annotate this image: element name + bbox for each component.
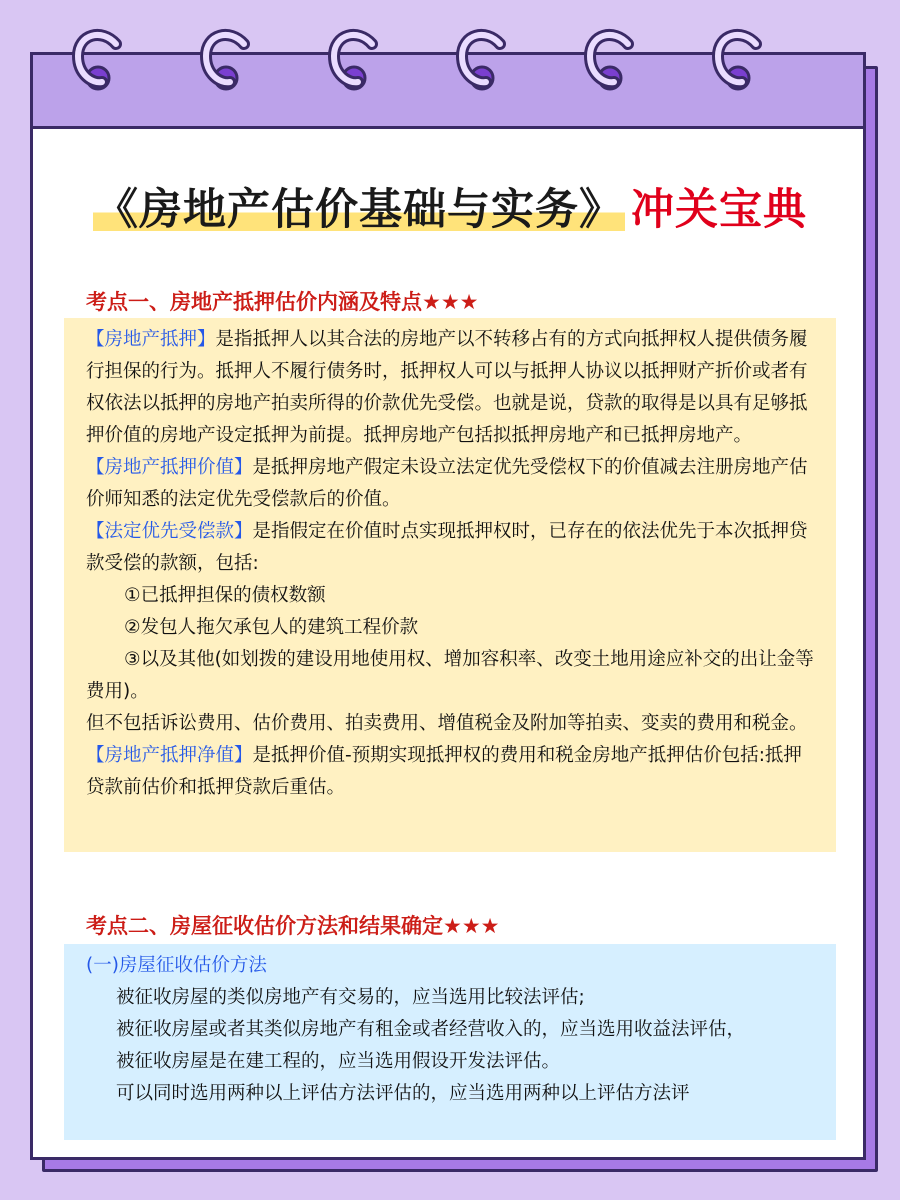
section-1-content-box	[64, 318, 836, 852]
definition-term: 【房地产抵押净值】	[86, 745, 253, 766]
definition-term: 【房地产抵押价值】	[86, 457, 253, 478]
definition-text: 是抵押价值-预期实现抵押权的费用和税金房地产抵押估价包括:抵押贷款前估价和抵押贷款后重估。	[86, 745, 802, 798]
list-item	[86, 644, 816, 708]
exclusion-note: 但不包括诉讼费用、估价费用、拍卖费用、增值税金及附加等拍卖、变卖的费用和税金。	[86, 713, 808, 734]
definition-text: 是指假定在价值时点实现抵押权时，已存在的依法优先于本次抵押贷款受偿的款额，包括:	[86, 521, 808, 574]
binder-ring-icon	[72, 26, 130, 106]
definition-entry	[86, 452, 816, 516]
page-title-accent: 冲关宝典	[631, 185, 807, 235]
binder-ring-icon	[584, 26, 642, 106]
definition-term: 【法定优先受偿款】	[86, 521, 253, 542]
paragraph	[86, 1046, 816, 1078]
binder-ring-icon	[328, 26, 386, 106]
definition-text: 是抵押房地产假定未设立法定优先受偿权下的价值减去注册房地产估价师知悉的法定优先受偿款后的价值。	[86, 457, 808, 510]
paragraph	[86, 982, 816, 1014]
paragraph-text: 被征收房屋或者其类似房地产有租金或者经营收入的，应当选用收益法评估，	[116, 1019, 746, 1040]
section-2-heading: 考点二、房屋征收估价方法和结果确定★★★	[86, 914, 500, 938]
binder-ring-icon	[200, 26, 258, 106]
binder-ring-icon	[456, 26, 514, 106]
paragraph-text: 被征收房屋的类似房地产有交易的，应当选用比较法评估;	[116, 987, 585, 1008]
paragraph-text: 可以同时选用两种以上评估方法评估的，应当选用两种以上评估方法评	[116, 1083, 690, 1104]
definition-entry	[86, 324, 816, 452]
section-2-subheading: (一)房屋征收估价方法	[86, 955, 267, 976]
definition-text: 是指抵押人以其合法的房地产以不转移占有的方式向抵押权人提供债务履行担保的行为。抵押人不履行债务时，抵押权人可以与抵押人协议以抵押财产折价或者有权依法以抵押的房地产拍卖所得的价款优先受偿。也就是说，贷款的取得是以具有足够抵押价值的房地产设定抵押为前提。抵押房地产包括拟抵押房地产和已抵押房地产。	[86, 329, 808, 446]
paragraph-text: 被征收房屋是在建工程的，应当选用假设开发法评估。	[116, 1051, 561, 1072]
definition-term: 【房地产抵押】	[86, 329, 216, 350]
page-title	[0, 176, 900, 237]
section-1-heading: 考点一、房地产抵押估价内涵及特点★★★	[86, 290, 479, 314]
page-title-main: 《房地产估价基础与实务》	[95, 185, 623, 235]
definition-entry	[86, 516, 816, 580]
list-item-text: ③以及其他(如划拨的建设用地使用权、增加容积率、改变土地用途应补交的出让金等费用)。	[86, 649, 814, 702]
binder-ring-icon	[712, 26, 770, 106]
definition-entry	[86, 740, 816, 804]
list-item: ①已抵押担保的债权数额	[124, 585, 326, 606]
section-2-content-box	[64, 944, 836, 1140]
paragraph	[86, 1014, 816, 1046]
list-item: ②发包人拖欠承包人的建筑工程价款	[124, 617, 419, 638]
paragraph	[86, 1078, 816, 1110]
